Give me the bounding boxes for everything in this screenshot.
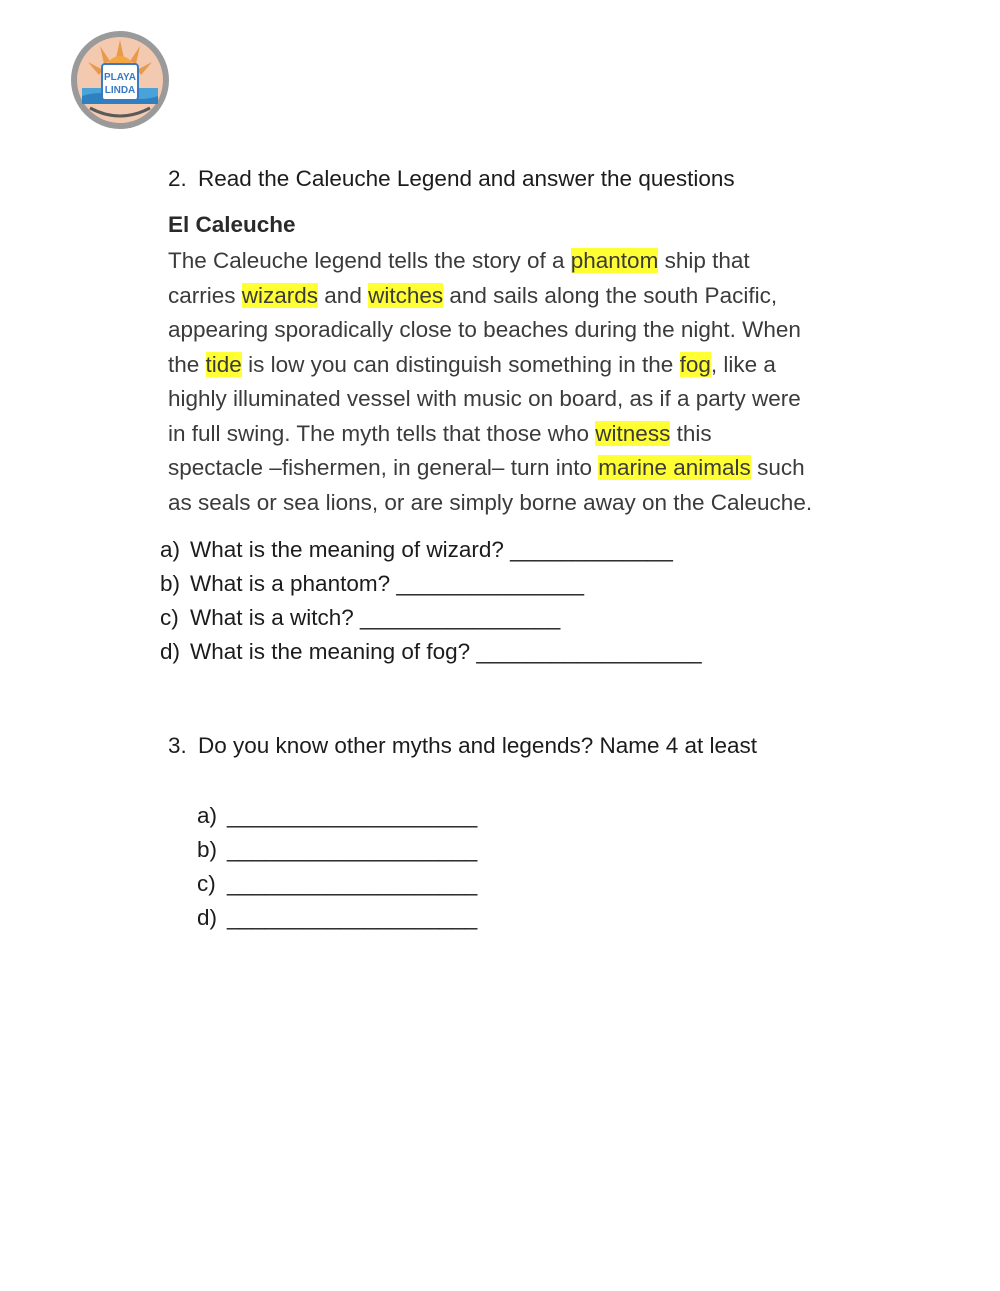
highlighted-word: witches: [368, 282, 444, 308]
item-question-with-blank[interactable]: What is a phantom? _______________: [190, 571, 585, 596]
highlighted-word: wizards: [241, 282, 319, 308]
svg-text:LINDA: LINDA: [104, 85, 136, 96]
answer-blank[interactable]: ____________________: [227, 905, 478, 930]
story-text: this: [670, 420, 712, 446]
highlighted-word: marine animals: [598, 455, 751, 480]
story-line: [168, 451, 868, 486]
story-line: [168, 486, 868, 521]
item-letter: c): [197, 871, 216, 896]
item-letter: d): [160, 639, 181, 664]
item-question-with-blank[interactable]: What is the meaning of fog? __________________: [190, 639, 702, 664]
question-2-number: 2.: [168, 166, 187, 191]
question-2-item: [160, 533, 702, 567]
story-text: spectacle –fishermen, in general– turn into: [168, 455, 599, 480]
item-letter: b): [160, 571, 181, 596]
question-2-item: [160, 601, 702, 635]
item-question-with-blank[interactable]: What is the meaning of wizard? _____________: [190, 537, 673, 562]
item-letter: b): [197, 837, 218, 862]
answer-blank[interactable]: ____________________: [227, 837, 478, 862]
story-title: El Caleuche: [168, 212, 296, 237]
question-2-item: [160, 567, 702, 601]
story-line: [168, 348, 868, 383]
story-text: the: [168, 351, 206, 377]
highlighted-word: phantom: [570, 248, 659, 273]
question-2-item: [160, 635, 702, 669]
story-line: [168, 382, 868, 417]
question-2-list: [160, 533, 702, 669]
question-3-number: 3.: [168, 733, 187, 758]
question-3-heading: [168, 733, 757, 759]
answer-blank[interactable]: ____________________: [227, 803, 478, 828]
school-logo: [70, 30, 170, 130]
story-text: is low you can distinguish something in the: [241, 351, 680, 377]
item-letter: c): [160, 605, 179, 630]
question-2-text: Read the Caleuche Legend and answer the questions: [198, 166, 735, 191]
question-3-text: Do you know other myths and legends? Name 4 at least: [198, 733, 758, 758]
story-text: such: [750, 455, 805, 480]
highlighted-word: witness: [595, 420, 671, 446]
story-line: [168, 244, 868, 279]
story-text: in full swing. The myth tells that those who: [168, 420, 596, 446]
item-letter: a): [160, 537, 181, 562]
story-text: , like a: [710, 351, 776, 377]
story-text: The Caleuche legend tells the story of a: [168, 248, 571, 273]
question-3-list: [197, 799, 477, 935]
story-text: highly illuminated vessel with music on board, as if a party were: [168, 386, 801, 411]
highlighted-word: tide: [205, 351, 242, 377]
story-line: [168, 417, 868, 452]
story-line: [168, 279, 868, 314]
story-text: appearing sporadically close to beaches during the night. When: [168, 317, 801, 342]
answer-blank[interactable]: ____________________: [227, 871, 478, 896]
question-3-item: [197, 901, 477, 935]
item-letter: a): [197, 803, 218, 828]
story-text: and sails along the south Pacific,: [443, 282, 778, 308]
story-text: as seals or sea lions, or are simply borne away on the Caleuche.: [168, 489, 813, 515]
story-paragraph: [168, 244, 868, 520]
story-text: carries: [168, 282, 242, 308]
story-line: [168, 313, 868, 348]
highlighted-word: fog: [679, 351, 711, 377]
item-letter: d): [197, 905, 218, 930]
svg-text:PLAYA: PLAYA: [103, 72, 137, 83]
question-2-heading: [168, 166, 735, 192]
question-3-item: [197, 867, 477, 901]
question-3-item: [197, 833, 477, 867]
story-text: and: [318, 282, 369, 308]
question-3-item: [197, 799, 477, 833]
item-question-with-blank[interactable]: What is a witch? ________________: [190, 605, 561, 630]
story-text: ship that: [658, 248, 750, 273]
